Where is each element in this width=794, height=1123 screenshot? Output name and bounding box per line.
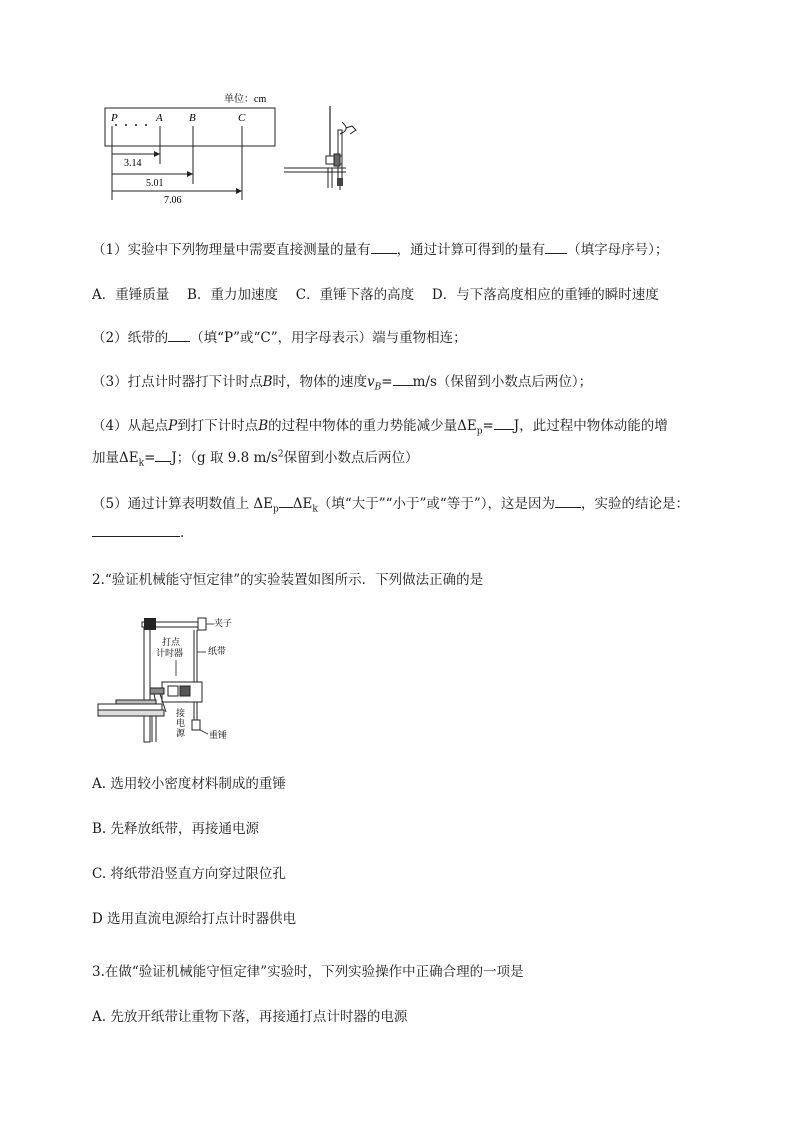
label-tape: 纸带 [208,646,227,656]
answer-blank[interactable] [168,329,190,342]
label-timer-1: 打点 [162,637,181,647]
answer-blank[interactable] [545,241,567,254]
label-power-3: 源 [176,728,186,738]
answer-blank[interactable] [92,524,180,537]
answer-blank[interactable] [393,373,413,386]
q2-option-b[interactable]: B. 先释放纸带，再接通电源 [92,821,260,837]
q1-part4-line2: 加量$\Delta E_k= J$；（g 取 9.8 $m/s^2$保留到小数点后两位） [92,449,419,469]
q1-part5-line1: （5）通过计算表明数值上 $\Delta E_p$ $\Delta E_k$（填“大于”“小于”或“等于”），这是因为 ，实验的结论是： [92,496,689,515]
answer-blank[interactable] [494,417,514,430]
dim-label-pb: 5.01 [146,178,164,189]
label-timer-2: 计时器 [156,648,184,658]
q1-part4-line1: （4）从起点P到打下计时点B的过程中物体的重力势能减少量$\Delta E_p= J$，此过程中物体动能的增 [92,418,668,437]
q1-part2: （2）纸带的 （填“P”或“C”，用字母表示）端与重物相连； [92,330,467,346]
label-power-1: 接 [176,708,186,718]
dim-label-pa: 3.14 [124,158,142,169]
answer-blank[interactable] [371,241,397,254]
answer-blank[interactable] [155,449,171,462]
point-label-b: B [189,112,196,124]
q3-option-a[interactable]: A. 先放开纸带让重物下落，再接通打点计时器的电源 [92,1009,408,1025]
answer-blank[interactable] [555,495,581,508]
q2-option-d[interactable]: D 选用直流电源给打点计时器供电 [92,911,297,927]
dim-label-pc: 7.06 [164,195,182,206]
figure-paper-tape [100,88,280,208]
q2-option-c[interactable]: C. 将纸带沿竖直方向穿过限位孔 [92,866,286,882]
q1-options: A．重锤质量 B．重力加速度 C．重锤下落的高度 D．与下落高度相应的重锤的瞬时速度 [92,287,659,303]
unit-label: 单位：cm [224,94,267,105]
point-label-a: A [156,112,163,124]
figure-apparatus-small [282,102,362,192]
point-label-p: P [111,112,118,124]
q2-option-a[interactable]: A. 选用较小密度材料制成的重锤 [92,776,286,792]
answer-blank[interactable] [279,495,293,508]
point-label-c: C [238,112,246,124]
label-clip: 夹子 [214,618,233,628]
q1-part5-line2: . [92,524,184,541]
figure-apparatus [96,612,246,746]
q3-stem: 3.在做“验证机械能守恒定律”实验时，下列实验操作中正确合理的一项是 [92,964,524,980]
label-power-2: 电 [176,718,186,728]
q2-stem: 2.“验证机械能守恒定律”的实验装置如图所示．下列做法正确的是 [92,572,484,588]
q1-part1: （1）实验中下列物理量中需要直接测量的量有 ，通过计算可得到的量有 （填字母序号）； [92,242,669,258]
label-weight: 重锤 [209,730,228,740]
q1-part3: （3）打点计时器打下计时点B时，物体的速度$v_B= m/s$（保留到小数点后两位）； [92,374,593,393]
